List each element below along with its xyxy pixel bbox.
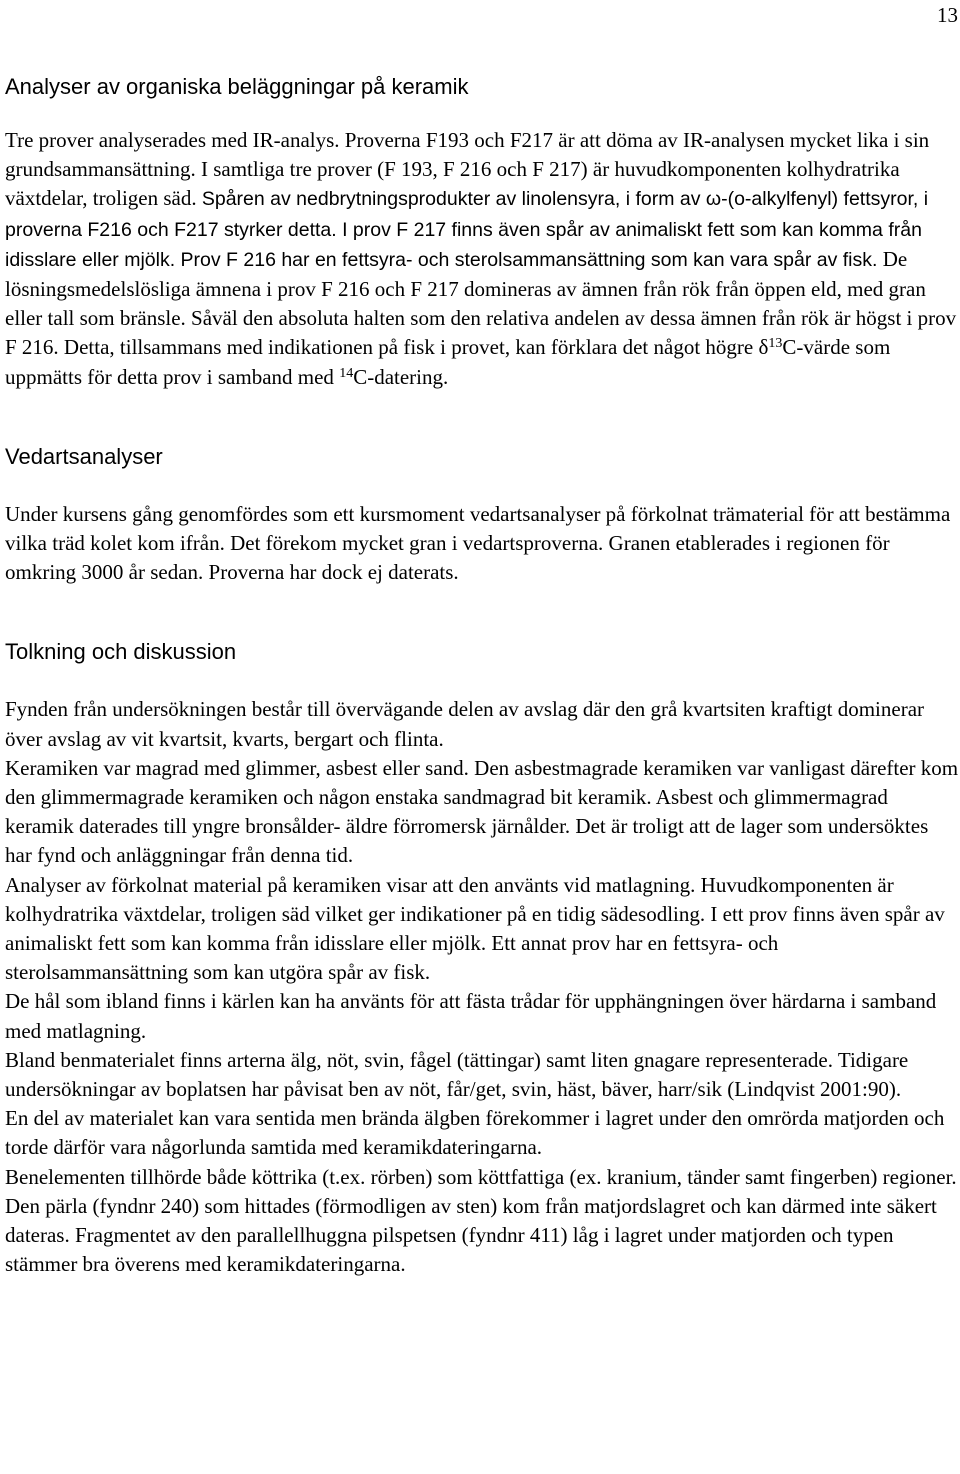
section-heading-wood-analysis: Vedartsanalyser bbox=[5, 443, 163, 469]
discussion-body bbox=[5, 695, 960, 1279]
discussion-paragraph: Bland benmaterialet finns arterna älg, nöt, svin, fågel (tättingar) samt liten gnagare representerade. Tidigare undersökningar av boplatsen har påvisat ben av nöt, får/get, svin, häst, bäver, harr/sik (Lindqvist 2001:90). bbox=[5, 1047, 909, 1102]
discussion-paragraph: Fynden från undersökningen består till övervägande delen av avslag där den grå kvartsiten kraftigt dominerar över avslag av vit kvartsit, kvarts, bergart och flinta. bbox=[5, 697, 925, 751]
paragraph-text: De lösningsmedelslösliga ämnena i prov F 216 och F 217 domineras av ämnen från rök från öppen eld, med gran eller tall som bränsle. Såväl den absoluta halten som den relativa andelen av dessa ämnen från rök är högst i prov F 216. Detta, tillsammans med indikationen på fisk i provet, kan förklara det något högre δ bbox=[5, 246, 957, 360]
discussion-paragraph: De hål som ibland finns i kärlen kan ha använts för att fästa trådar för upphängningen över härdarna i samband med matlagning. bbox=[5, 989, 937, 1043]
section-heading-discussion: Tolkning och diskussion bbox=[5, 639, 237, 665]
discussion-paragraph: En del av materialet kan vara sentida men brända älgben förekommer i lagret under den omrörda matjorden och torde därför vara någorlunda samtida med keramikdateringarna. bbox=[5, 1106, 945, 1160]
paragraph-text: C-värde som uppmätts för detta prov i samband med bbox=[5, 335, 891, 389]
superscript-14: 14 bbox=[339, 365, 354, 381]
superscript-13: 13 bbox=[768, 336, 783, 352]
section-heading-organic-analysis: Analyser av organiska beläggningar på keramik bbox=[5, 74, 469, 99]
discussion-paragraph: Analyser av förkolnat material på keramiken visar att den använts vid matlagning. Huvudkomponenten är kolhydratrika växtdelar, troligen säd vilket ger indikationer på en tidig sädesodling. I ett prov finns även spår av animaliskt fett som kan komma från idisslare eller mjölk. Ett annat prov har en fettsyra- och sterolsammansättning som kan utgöra spår av fisk. bbox=[5, 872, 945, 985]
paragraph-organic-analysis bbox=[5, 126, 960, 392]
page-number: 13 bbox=[937, 3, 958, 27]
discussion-paragraph: Benelementen tillhörde både köttrika (t.ex. rörben) som köttfattiga (ex. kranium, tänder samt fingerben) regioner. Den pärla (fyndnr 240) som hittades (förmodligen av sten) kom från matjordslagret och kan därmed inte säkert dateras. Fragmentet av den parallellhuggna pilspetsen (fyndnr 411) låg i lagret under matjorden och typen stämmer bra överens med keramikdateringarna. bbox=[5, 1164, 957, 1277]
paragraph-text: Spåren av nedbrytningsprodukter av linolensyra, i form av ω-(o-alkylfenyl) fettsyror, i proverna F216 och F217 styrker detta. I prov F 217 finns även spår av animaliskt fett som kan komma från idisslare eller mjölk. Prov F 216 har en fettsyra- och sterolsammansättning som kan vara spår av fisk. bbox=[5, 188, 929, 271]
paragraph-text: Tre prover analyserades med IR-analys. Proverna F193 och F217 är att döma av IR-analysen mycket lika i sin grundsammansättning. I samtliga tre prover (F 193, F 216 och F 217) är huvudkomponenten kolhydratrika växtdelar, troligen säd. bbox=[5, 128, 930, 211]
discussion-paragraph: Keramiken var magrad med glimmer, asbest eller sand. Den asbestmagrade keramiken var vanligast därefter kom den glimmermagrade keramiken och någon enstaka sandmagrad bit keramik. Asbest och glimmermagrad keramik daterades till yngre bronsålder- äldre förromersk järnålder. Det är troligt att de lager som undersöktes har fynd och anläggningar från denna tid. bbox=[5, 755, 959, 868]
paragraph-text: C-datering. bbox=[353, 364, 449, 389]
page-content bbox=[5, 70, 960, 1280]
paragraph-wood-analysis: Under kursens gång genomfördes som ett kursmoment vedartsanalyser på förkolnat trämaterial för att bestämma vilka träd kolet kom ifrån. Det förekom mycket gran i vedartsproverna. Granen etablerades i regionen för omkring 3000 år sedan. Proverna har dock ej daterats. bbox=[5, 501, 951, 585]
